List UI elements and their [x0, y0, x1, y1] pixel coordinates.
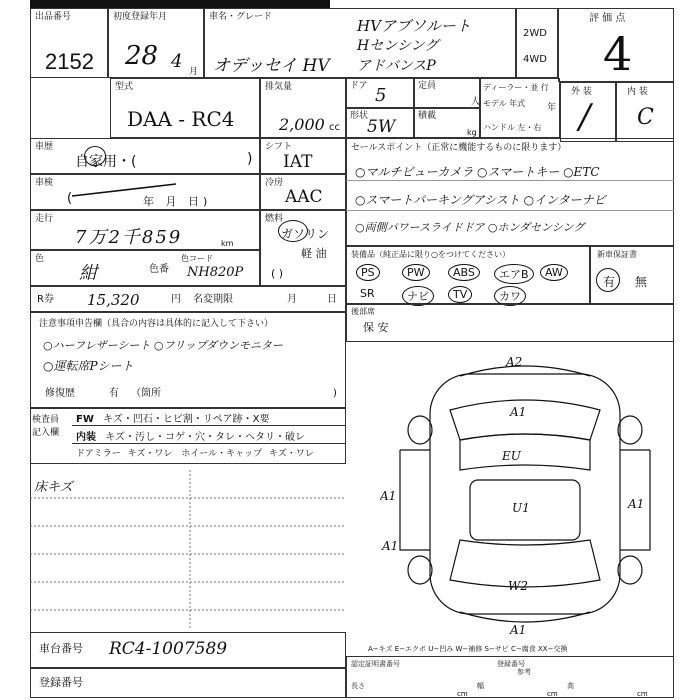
mileage-label: 走行 — [35, 214, 54, 224]
equipment-row-2 — [350, 284, 590, 304]
grade-line-3: アドバンスP — [357, 58, 436, 74]
drive-2wd: 2WD — [523, 28, 547, 39]
equipment-item-r2-0: SR — [360, 287, 375, 300]
legend-row-1 — [72, 410, 346, 426]
shift-value: IAT — [283, 152, 313, 172]
mark-a1-right: A1 — [628, 497, 645, 511]
lot-cell — [30, 8, 108, 78]
displacement: 2,000 — [279, 115, 325, 134]
recycle-cell — [30, 286, 346, 312]
score-cell — [558, 8, 674, 82]
legend-row1-val: キズ・凹石・ヒビ割・リペア跡・X要 — [103, 414, 270, 425]
capacity-label: 定員 — [418, 81, 437, 91]
manual-yes: 有 — [603, 275, 616, 289]
model-label: 型式 — [115, 82, 134, 92]
legend-row1-key: FW — [76, 414, 94, 425]
sales-divider-2 — [346, 210, 674, 211]
fuel-alt: 軽 油 — [301, 247, 327, 260]
mileage-unit: km — [221, 239, 234, 248]
equipment-item-r2-3: カワ — [494, 286, 526, 306]
fuel-cell — [260, 210, 346, 286]
color-value: 紺 — [79, 263, 97, 284]
equipment-item-r2-1: ナビ — [402, 286, 434, 306]
notes-line-2: ○運転席Pシート — [43, 359, 134, 373]
equipment-item-r1-0: PS — [356, 264, 380, 281]
equipment-title: 装備品（純正品に限り○をつけてください） — [351, 250, 510, 259]
legend-row2-key: 内装 — [76, 432, 96, 443]
ac-label: 冷房 — [265, 178, 284, 188]
color-label: 色 — [35, 254, 45, 264]
carname-cell — [204, 8, 516, 78]
namechange-label: 名変期限 — [193, 294, 233, 305]
rear-box — [346, 304, 674, 342]
mileage-cell — [30, 210, 260, 250]
repair-value: 有 — [109, 388, 119, 399]
repair-close: ) — [333, 388, 337, 399]
legend-row-3 — [72, 446, 346, 462]
top-banner — [30, 0, 330, 8]
legend-row2-val: キズ・汚し・コゲ・穴・タレ・ヘタリ・破レ — [105, 432, 305, 443]
fuel-value: ガソリン — [281, 227, 330, 241]
regno-label: 登録番号 — [39, 676, 83, 689]
colorno-label: 色番 — [149, 264, 169, 275]
load-cell — [414, 108, 480, 138]
model-year-unit: 年 — [547, 103, 557, 113]
exterior-label: 外 装 — [571, 87, 592, 97]
footer-small-2: 登録番号 — [497, 660, 525, 668]
footer-unit-3: cm — [637, 690, 648, 698]
notes-line-1: ○ハーフレザーシート ○フリップダウンモニター — [43, 339, 283, 352]
door-value: 5 — [375, 85, 387, 106]
use-value: 自家用・( — [75, 154, 137, 170]
capacity-cell — [414, 78, 480, 108]
color-code: NH820P — [187, 265, 244, 280]
legend-row3-key: ドアミラー — [76, 449, 121, 459]
drive-cell — [516, 8, 558, 78]
sales-line-1: ○マルチビューカメラ ○スマートキー ○ETC — [355, 165, 600, 179]
reg-month: 4 — [171, 51, 183, 72]
repair-place: （箇所 — [131, 388, 161, 399]
load-unit: kg — [467, 128, 477, 137]
inspector-area — [30, 470, 346, 630]
legend-label: 検査員 記入欄 — [32, 415, 60, 438]
score-label: 評 価 点 — [589, 13, 626, 24]
disp-unit: cc — [329, 122, 340, 133]
colorcode-label: 色コード — [181, 254, 213, 263]
recycle-value: 15,320 — [87, 291, 140, 309]
reg-month-unit: 月 — [189, 67, 199, 77]
sales-line-3: ○両側パワースライドドア ○ホンダセンシング — [355, 221, 585, 234]
mark-eu: EU — [502, 449, 521, 463]
score-value: 4 — [603, 27, 633, 81]
fuel-label: 燃料 — [265, 214, 284, 224]
inspect-prefix: ( — [67, 191, 73, 206]
use-cell — [30, 138, 260, 174]
equipment-item-r2-2: TV — [448, 286, 472, 303]
reg-year: 28 — [125, 41, 159, 71]
grade-line-2: Hセンシング — [357, 38, 439, 54]
load-label: 積載 — [418, 111, 437, 121]
repair-label: 修復歴 — [45, 388, 75, 399]
interior-label: 内 装 — [627, 87, 648, 97]
rear-label: 後部席 — [351, 307, 375, 316]
inspect-strike — [70, 180, 180, 200]
use-circle — [84, 146, 106, 166]
exterior-cell — [560, 82, 616, 142]
sales-points-box — [346, 138, 674, 246]
fuel-circle — [278, 220, 308, 242]
dealer-cell — [480, 78, 560, 138]
handle-label: ハンドル 左・右 — [483, 123, 542, 132]
interior-cell — [616, 82, 674, 142]
shape-cell — [346, 108, 414, 138]
footer-small-4: 長さ — [351, 682, 365, 690]
notes-box — [30, 312, 346, 408]
mark-a1-left2: A1 — [382, 539, 399, 553]
sales-divider-1 — [346, 180, 674, 181]
lot-number: 2152 — [45, 49, 94, 74]
footer-unit-1: cm — [457, 690, 468, 698]
notes-title: 注意事項申告欄（具合の内容は具体的に記入して下さい） — [39, 319, 274, 329]
footer-small-3: 参考 — [517, 668, 531, 676]
diagram-code-legend: A−キズ E−エクボ U−凹み W−補修 S−サビ C−腐食 XX−交換 — [368, 645, 568, 653]
model-cell — [110, 78, 260, 138]
model-year-label: モデル 年式 — [483, 99, 526, 108]
fuel-paren: ( ) — [271, 267, 284, 280]
mark-a1-bottom: A1 — [510, 623, 527, 637]
door-cell — [346, 78, 414, 108]
manual-no: 無 — [635, 275, 648, 289]
sales-title: セールスポイント（正常に機能するものに限ります） — [351, 143, 567, 153]
legend-row-2 — [72, 428, 346, 444]
drive-4wd: 4WD — [523, 54, 547, 65]
carname-label: 車名・グレード — [209, 12, 273, 22]
capacity-unit: 人 — [471, 97, 481, 107]
recycle-label: R券 — [37, 294, 54, 305]
legend-row3-val2: キズ・ワレ — [269, 449, 314, 459]
month-label: 月 — [287, 294, 297, 305]
recycle-unit: 円 — [171, 294, 181, 305]
rear-value: 保 安 — [363, 321, 389, 334]
color-cell — [30, 250, 260, 286]
reg-row — [30, 668, 346, 698]
manual-label: 新車保証書 — [597, 250, 637, 259]
equipment-row-1 — [350, 262, 590, 284]
footer-small-6: 高 — [567, 682, 574, 690]
equipment-item-r1-4: AW — [540, 264, 568, 281]
manual-yes-circle — [596, 268, 620, 292]
inspect-label: 車検 — [35, 178, 54, 188]
door-label: ドア — [350, 81, 368, 91]
shape-label: 形状 — [350, 111, 369, 121]
car-name: オデッセイ HV — [213, 56, 330, 76]
ac-cell — [260, 174, 346, 210]
grade-line-1: HVアブソルート — [357, 17, 471, 35]
mark-a2-top: A2 — [506, 355, 523, 369]
use-label: 車歴 — [35, 142, 54, 152]
day-label: 日 — [327, 294, 337, 305]
vin-row — [30, 632, 346, 668]
mark-w2: W2 — [508, 579, 528, 593]
vin-value: RC4-1007589 — [109, 639, 228, 659]
shape-value: 5W — [367, 117, 396, 137]
reg-label: 初度登録年月 — [113, 12, 168, 22]
footer-small-grid — [346, 656, 674, 698]
interior-value: C — [637, 105, 654, 130]
disp-cell — [260, 78, 346, 138]
vin-label: 車台番号 — [39, 642, 83, 655]
model-code: DAA - RC4 — [127, 107, 235, 131]
equipment-item-r1-2: ABS — [448, 264, 480, 281]
lot-label: 出品番号 — [35, 12, 72, 22]
legend-row3-val: キズ・ワレ — [127, 449, 173, 459]
ac-value: AAC — [285, 187, 323, 207]
inspector-lines — [30, 470, 346, 630]
equipment-item-r1-1: PW — [402, 264, 430, 281]
mark-a1-hood: A1 — [510, 405, 527, 419]
equipment-item-r1-3: エアB — [494, 264, 534, 284]
mark-a1-left: A1 — [380, 489, 397, 503]
footer-unit-2: cm — [547, 690, 558, 698]
exterior-value: / — [579, 97, 591, 137]
legend-row3-key2: ホイール・キャップ — [181, 449, 263, 459]
sales-line-2: ○スマートパーキングアシスト ○インターナビ — [355, 193, 606, 207]
shift-label: シフト — [265, 142, 293, 152]
use-close: ) — [247, 151, 253, 167]
mark-u1-roof: U1 — [512, 501, 530, 515]
mileage-value: 7万2千859 — [75, 227, 183, 248]
reg-cell — [108, 8, 204, 78]
car-diagram — [380, 350, 670, 640]
inspect-value: 年 月 日) — [143, 195, 212, 208]
dealer-label: ディーラー・並 行 — [483, 83, 549, 92]
footer-small-5: 幅 — [477, 682, 484, 690]
shift-cell — [260, 138, 346, 174]
disp-label: 排気量 — [265, 82, 293, 92]
footer-small-1: 認定証明書番号 — [351, 660, 400, 668]
inspector-note: 床キズ — [34, 480, 73, 495]
